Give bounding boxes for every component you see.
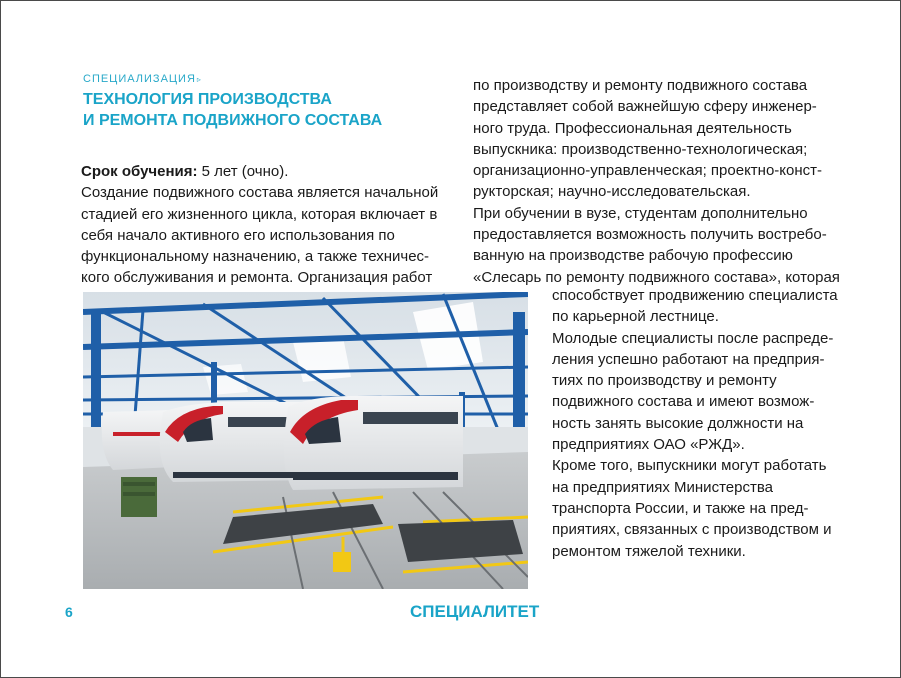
text-line: на предприятиях Министерства <box>552 478 773 496</box>
text-line: Молодые специалисты после распреде- <box>552 329 834 347</box>
text-line: ремонтом тяжелой техники. <box>552 542 746 560</box>
depot-illustration <box>83 292 528 589</box>
text-line: ванную на производстве рабочую профессию <box>473 247 793 265</box>
text-line: кого обслуживания и ремонта. Организация работ <box>81 269 433 287</box>
text-line: ления успешно работают на предприя- <box>552 350 825 368</box>
section-footer: СПЕЦИАЛИТЕТ <box>410 602 540 621</box>
page-title <box>83 89 382 131</box>
text-line: организационно-управленческая; проектно-конст- <box>473 162 823 180</box>
text-line: Создание подвижного состава является начальной <box>81 184 439 202</box>
title-line-1: ТЕХНОЛОГИЯ ПРОИЗВОДСТВА <box>83 91 332 108</box>
section-kicker <box>83 73 202 85</box>
text-line: способствует продвижению специалиста <box>552 287 838 304</box>
duration-label: Срок обучения: <box>81 163 198 180</box>
text-line: предоставляется возможность получить востребо- <box>473 226 827 244</box>
text-line: предприятиях ОАО «РЖД». <box>552 436 745 454</box>
kicker-text: СПЕЦИАЛИЗАЦИЯ <box>83 73 196 85</box>
right-text-column-top <box>473 75 840 288</box>
text-line: При обучении в вузе, студентам дополнительно <box>473 204 808 222</box>
page-number: 6 <box>65 604 73 620</box>
left-text-column <box>81 161 438 289</box>
kicker-arrow-icon: ▹ <box>196 75 202 84</box>
text-line: рукторская; научно-исследовательская. <box>473 183 751 201</box>
text-line: транспорта России, и также на пред- <box>552 499 809 517</box>
text-line: «Слесарь по ремонту подвижного состава», которая <box>473 268 840 286</box>
text-line: по карьерной лестнице. <box>552 308 719 326</box>
text-line: подвижного состава и имеют возмож- <box>552 393 815 411</box>
text-line: выпускника: производственно-технологическая; <box>473 140 808 158</box>
text-line: стадией его жизненного цикла, которая включает в <box>81 205 438 223</box>
text-line: функциональному назначению, а также техничес- <box>81 248 430 266</box>
text-line: Кроме того, выпускники могут работать <box>552 457 827 475</box>
text-line: по производству и ремонту подвижного состава <box>473 77 808 94</box>
duration-value: 5 лет (очно). <box>197 163 289 180</box>
right-text-column-bottom <box>552 285 838 562</box>
text-line: тиях по производству и ремонту <box>552 372 777 390</box>
duration-line <box>81 161 438 182</box>
text-line: представляет собой важнейшую сферу инженер- <box>473 98 817 116</box>
train-depot-photo <box>83 292 528 589</box>
text-line: ность занять высокие должности на <box>552 414 804 432</box>
text-line: приятиях, связанных с производством и <box>552 521 832 539</box>
title-line-2: И РЕМОНТА ПОДВИЖНОГО СОСТАВА <box>83 112 383 129</box>
text-line: себя начало активного его использования по <box>81 226 395 244</box>
text-line: ного труда. Профессиональная деятельность <box>473 119 792 137</box>
